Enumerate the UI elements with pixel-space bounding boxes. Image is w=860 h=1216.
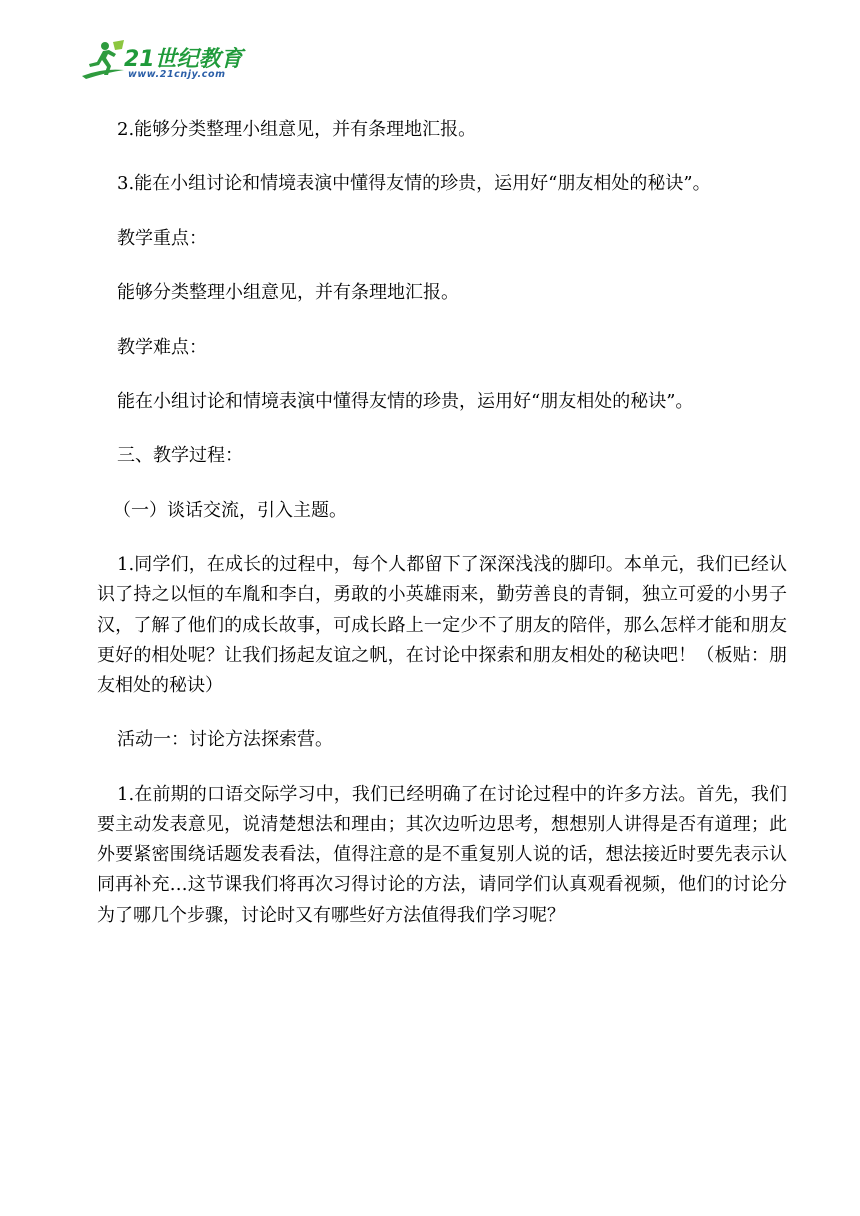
heading-difficult-point: 教学难点： [117, 336, 207, 358]
heading-teaching-process: 三、教学过程： [117, 445, 243, 467]
paragraph-objective-2: 2.能够分类整理小组意见，并有条理地汇报。 [117, 119, 477, 140]
paragraph-key-point: 能够分类整理小组意见，并有条理地汇报。 [117, 282, 459, 304]
paragraph-difficult-point: 能在小组讨论和情境表演中懂得友情的珍贵，运用好“朋友相处的秘诀”。 [117, 390, 694, 412]
logo [80, 38, 250, 86]
heading-key-point: 教学重点： [117, 227, 207, 249]
logo-url: www.21cnjy.com [128, 69, 226, 80]
logo-brand: 21世纪教育 [124, 47, 243, 72]
document-body [97, 115, 787, 955]
heading-activity-1: 活动一：讨论方法探索营。 [117, 729, 333, 751]
heading-section-1: （一）谈话交流，引入主题。 [113, 499, 347, 521]
running-figure-icon [80, 40, 126, 80]
paragraph-objective-3: 3.能在小组讨论和情境表演中懂得友情的珍贵，运用好“朋友相处的秘诀”。 [117, 173, 711, 195]
paragraph-introduction: 1.同学们，在成长的过程中，每个人都留下了深深浅浅的脚印。本单元，我们已经认识了持之以恒的车胤和李白，勇敢的小英雄雨来，勤劳善良的青铜，独立可爱的小男子汉，了解了他们的成长故事，可成长路上一定少不了朋友的陪伴，那么怎样才能和朋友更好的相处呢？让我们扬起友谊之帆，在讨论中探索和朋友相处的秘诀吧！（板贴：朋友相处的秘诀） [97, 554, 787, 696]
paragraph-discussion-methods: 1.在前期的口语交际学习中，我们已经明确了在讨论过程中的许多方法。首先，我们要主动发表意见，说清楚想法和理由；其次边听边思考，想想别人讲得是否有道理；此外要紧密围绕话题发表看法，值得注意的是不重复别人说的话，想法接近时要先表示认同再补充…这节课我们将再次习得讨论的方法，请同学们认真观看视频，他们的讨论分为了哪几个步骤，讨论时又有哪些好方法值得我们学习呢？ [97, 783, 787, 926]
